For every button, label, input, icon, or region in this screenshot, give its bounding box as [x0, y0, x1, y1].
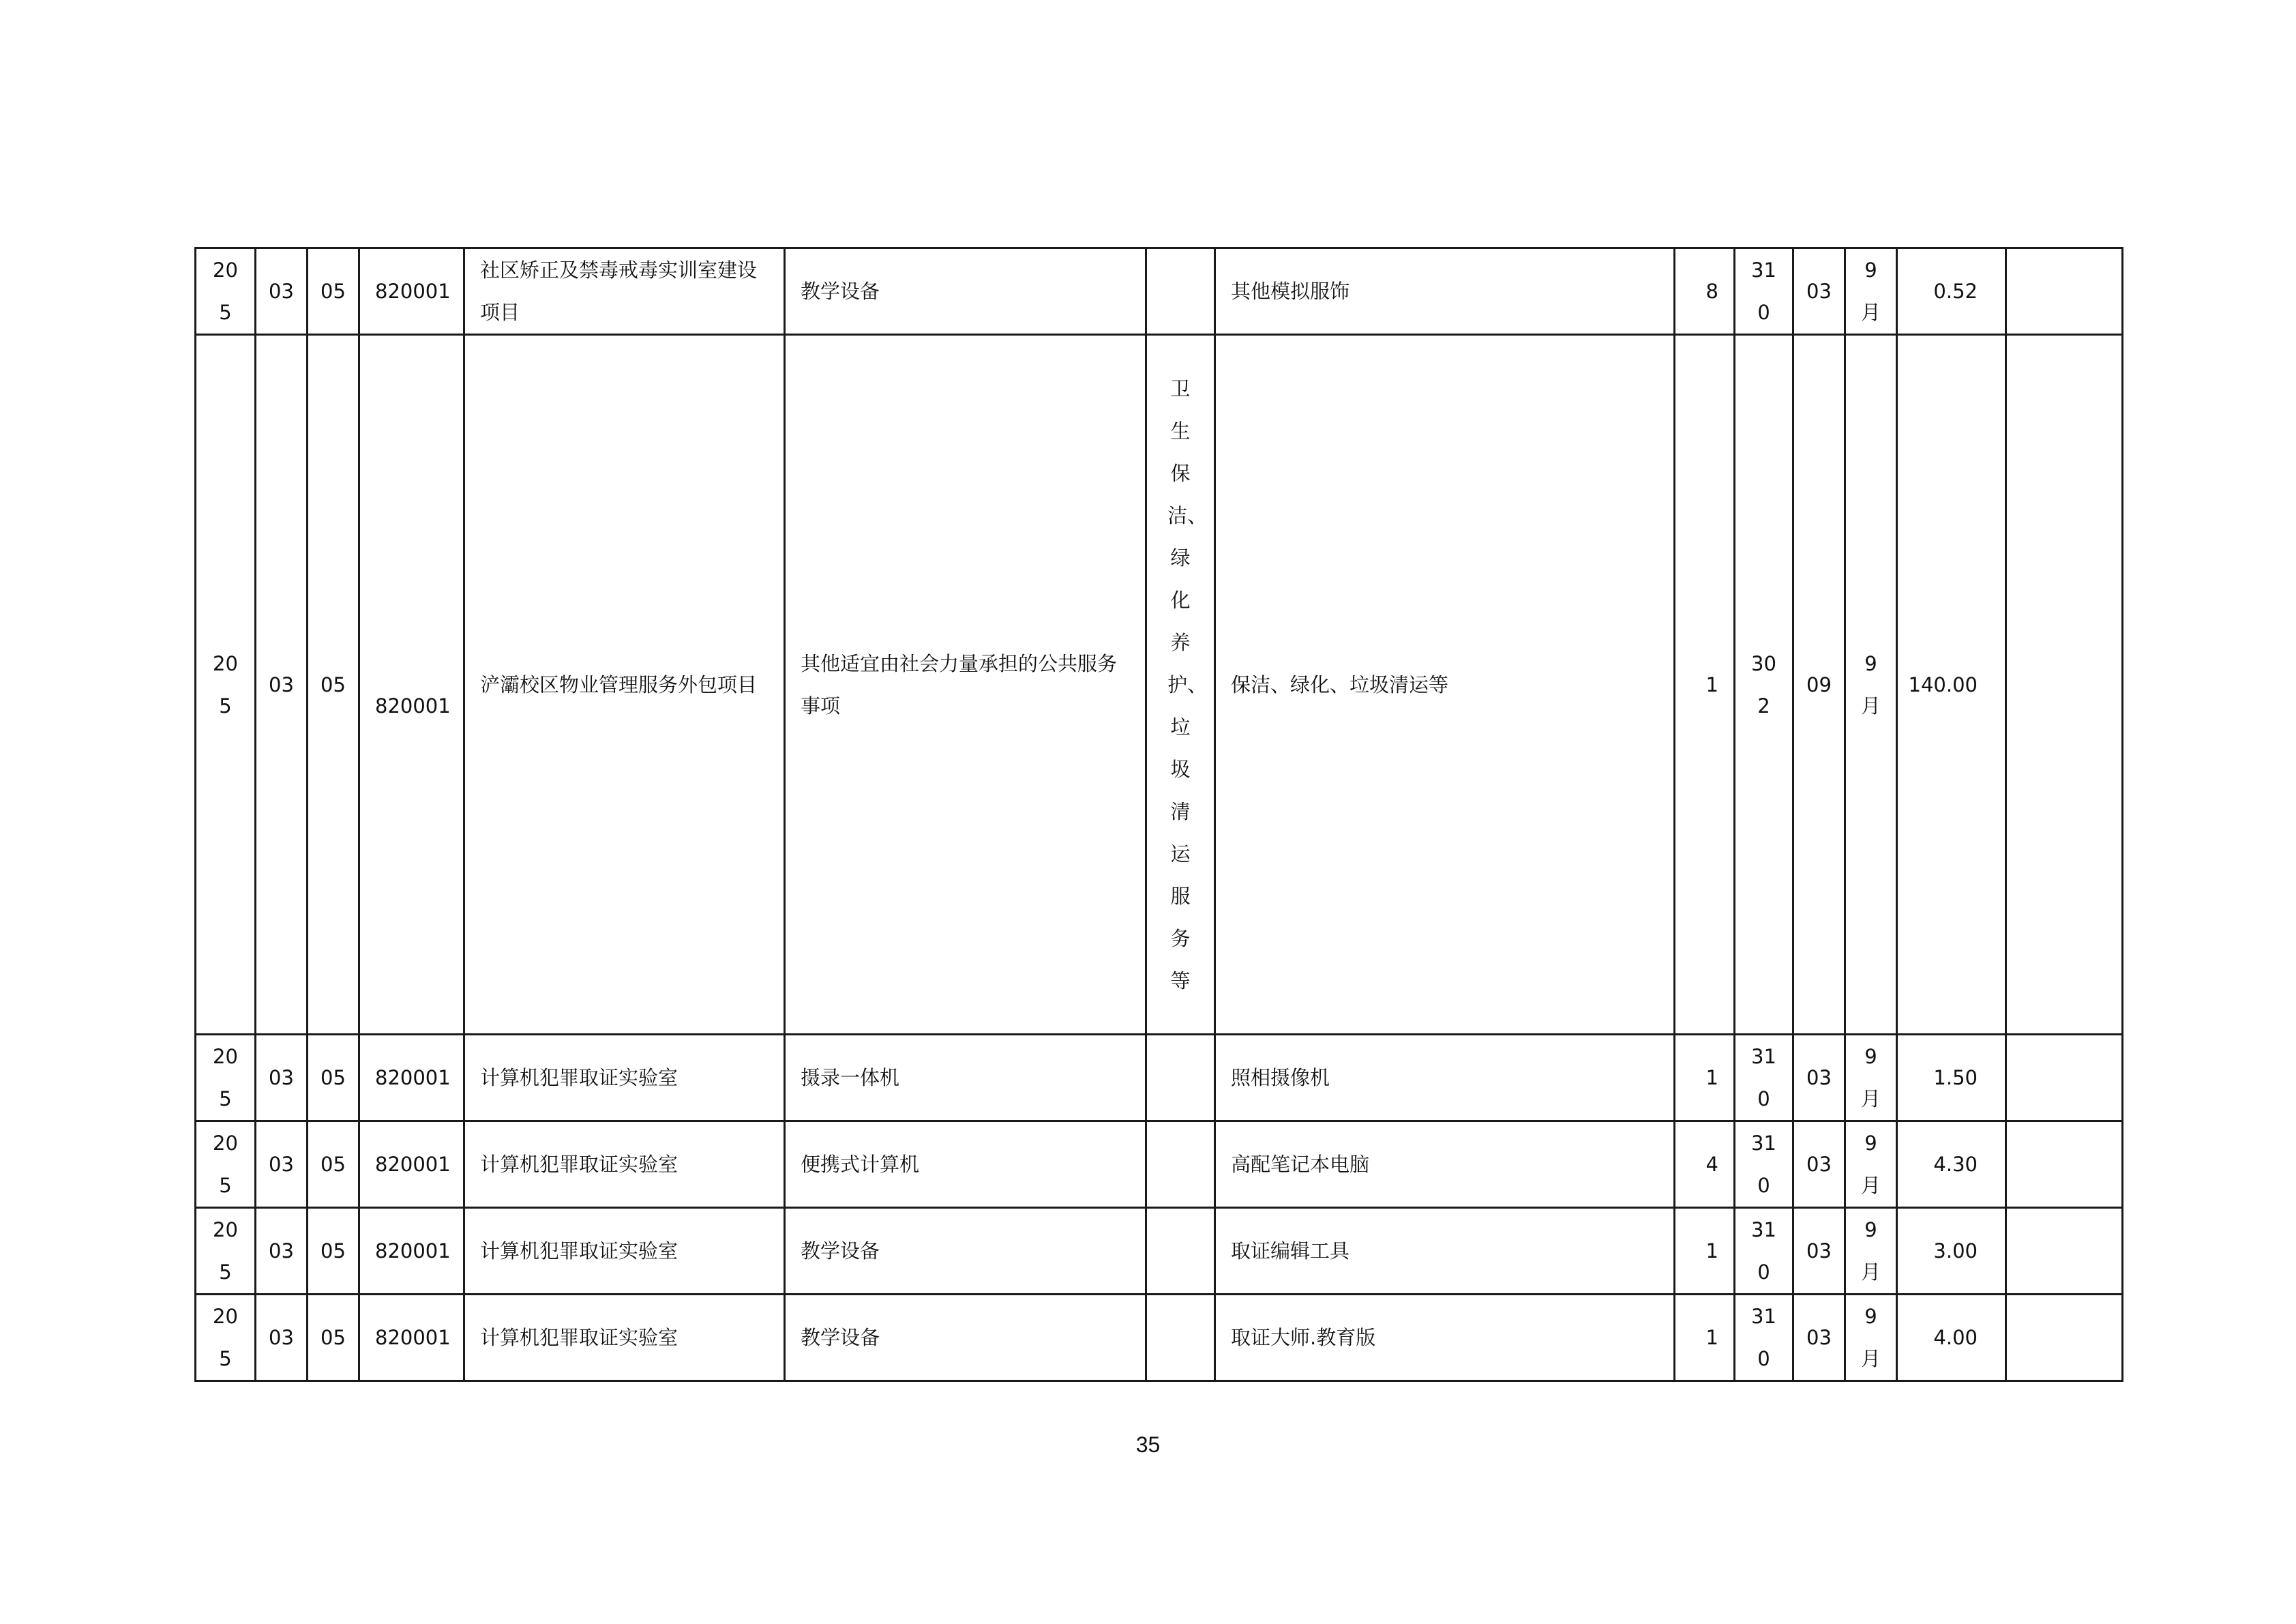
table-row — [196, 248, 2123, 335]
cell-procurement-item: 其他适宜由社会力量承担的公共服务事项 — [785, 335, 1146, 1035]
cell-service-detail: 卫生保洁、绿化养护、垃圾清运服务等 — [1146, 335, 1215, 1035]
cell-month: 9月 — [1845, 1208, 1897, 1295]
cell-unit-code: 820001 — [359, 1295, 464, 1381]
cell-amount: 4.00 — [1897, 1295, 2006, 1381]
cell-project-name: 计算机犯罪取证实验室 — [464, 1121, 785, 1208]
cell-month: 9月 — [1845, 1295, 1897, 1381]
cell-amount: 3.00 — [1897, 1208, 2006, 1295]
cell-procurement-item: 摄录一体机 — [785, 1035, 1146, 1121]
cell-quantity: 1 — [1675, 335, 1735, 1035]
cell-quantity: 4 — [1675, 1121, 1735, 1208]
cell-project-name: 计算机犯罪取证实验室 — [464, 1208, 785, 1295]
cell-quantity: 1 — [1675, 1035, 1735, 1121]
table-row — [196, 1035, 2123, 1121]
cell-econ-subcode: 03 — [1793, 1035, 1845, 1121]
cell-category-code: 205 — [196, 1121, 256, 1208]
cell-description: 高配笔记本电脑 — [1215, 1121, 1675, 1208]
cell-project-name: 计算机犯罪取证实验室 — [464, 1035, 785, 1121]
cell-unit-code: 820001 — [359, 1121, 464, 1208]
cell-unit-code: 820001 — [359, 1035, 464, 1121]
cell-econ-code: 310 — [1735, 1121, 1793, 1208]
cell-section-code: 03 — [256, 1208, 308, 1295]
cell-econ-subcode: 03 — [1793, 1208, 1845, 1295]
cell-econ-code: 310 — [1735, 1295, 1793, 1381]
cell-unit-code: 820001 — [359, 335, 464, 1035]
cell-project-name: 计算机犯罪取证实验室 — [464, 1295, 785, 1381]
cell-quantity: 1 — [1675, 1295, 1735, 1381]
cell-amount: 140.00 — [1897, 335, 2006, 1035]
cell-econ-subcode: 03 — [1793, 1295, 1845, 1381]
cell-econ-code: 302 — [1735, 335, 1793, 1035]
cell-item-code: 05 — [308, 1295, 359, 1381]
cell-unit-code: 820001 — [359, 1208, 464, 1295]
cell-description: 其他模拟服饰 — [1215, 248, 1675, 335]
table-row — [196, 1208, 2123, 1295]
cell-section-code: 03 — [256, 248, 308, 335]
cell-remarks — [2006, 1035, 2123, 1121]
cell-description: 取证编辑工具 — [1215, 1208, 1675, 1295]
cell-item-code: 05 — [308, 1121, 359, 1208]
cell-amount: 1.50 — [1897, 1035, 2006, 1121]
cell-item-code: 05 — [308, 1035, 359, 1121]
cell-quantity: 1 — [1675, 1208, 1735, 1295]
cell-econ-subcode: 03 — [1793, 1121, 1845, 1208]
cell-econ-subcode: 03 — [1793, 248, 1845, 335]
cell-description: 保洁、绿化、垃圾清运等 — [1215, 335, 1675, 1035]
cell-quantity: 8 — [1675, 248, 1735, 335]
cell-category-code: 205 — [196, 335, 256, 1035]
cell-service-detail — [1146, 1295, 1215, 1381]
cell-econ-code: 310 — [1735, 1208, 1793, 1295]
cell-remarks — [2006, 248, 2123, 335]
cell-econ-subcode: 09 — [1793, 335, 1845, 1035]
page-number: 35 — [1135, 1432, 1161, 1457]
cell-remarks — [2006, 1121, 2123, 1208]
cell-section-code: 03 — [256, 335, 308, 1035]
cell-remarks — [2006, 335, 2123, 1035]
cell-item-code: 05 — [308, 335, 359, 1035]
cell-amount: 4.30 — [1897, 1121, 2006, 1208]
cell-amount: 0.52 — [1897, 248, 2006, 335]
cell-procurement-item: 教学设备 — [785, 248, 1146, 335]
cell-section-code: 03 — [256, 1035, 308, 1121]
cell-service-detail — [1146, 248, 1215, 335]
cell-month: 9月 — [1845, 248, 1897, 335]
cell-procurement-item: 教学设备 — [785, 1208, 1146, 1295]
cell-project-name: 浐灞校区物业管理服务外包项目 — [464, 335, 785, 1035]
table-row — [196, 1295, 2123, 1381]
cell-category-code: 205 — [196, 1208, 256, 1295]
cell-month: 9月 — [1845, 335, 1897, 1035]
table-row — [196, 335, 2123, 1035]
cell-section-code: 03 — [256, 1295, 308, 1381]
cell-project-name: 社区矫正及禁毒戒毒实训室建设项目 — [464, 248, 785, 335]
cell-description: 取证大师.教育版 — [1215, 1295, 1675, 1381]
cell-service-detail — [1146, 1035, 1215, 1121]
cell-description: 照相摄像机 — [1215, 1035, 1675, 1121]
cell-month: 9月 — [1845, 1121, 1897, 1208]
cell-econ-code: 310 — [1735, 1035, 1793, 1121]
cell-remarks — [2006, 1295, 2123, 1381]
cell-category-code: 205 — [196, 248, 256, 335]
cell-service-detail — [1146, 1121, 1215, 1208]
cell-unit-code: 820001 — [359, 248, 464, 335]
cell-econ-code: 310 — [1735, 248, 1793, 335]
cell-item-code: 05 — [308, 248, 359, 335]
cell-item-code: 05 — [308, 1208, 359, 1295]
cell-procurement-item: 教学设备 — [785, 1295, 1146, 1381]
table-row — [196, 1121, 2123, 1208]
procurement-table — [194, 247, 2123, 1382]
cell-category-code: 205 — [196, 1035, 256, 1121]
cell-remarks — [2006, 1208, 2123, 1295]
cell-month: 9月 — [1845, 1035, 1897, 1121]
cell-service-detail — [1146, 1208, 1215, 1295]
cell-section-code: 03 — [256, 1121, 308, 1208]
cell-procurement-item: 便携式计算机 — [785, 1121, 1146, 1208]
cell-category-code: 205 — [196, 1295, 256, 1381]
